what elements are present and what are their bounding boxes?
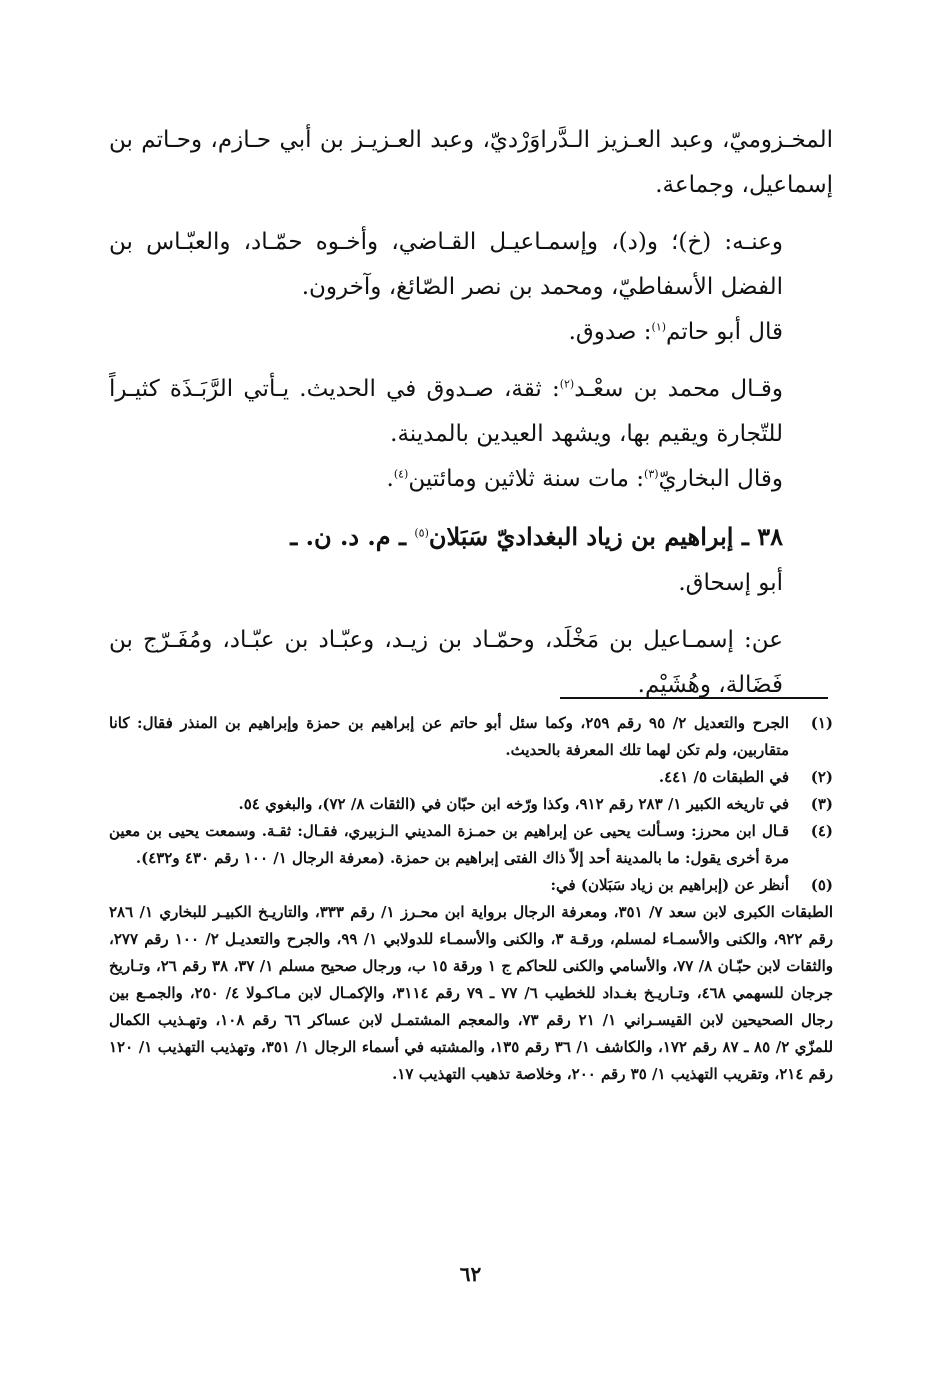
ibn-saad-label: وقـال محمد بن سعْـد — [574, 376, 783, 402]
footnote-text: الجرح والتعديل ٢/ ٩٥ رقم ٢٥٩، وكما سئل أبو حاتم عن إبراهيم بن حمزة وإبراهيم بن المنذر فقال: كانا متقاربين، ولم تكن لهما تلك المعرفة بالحديث. — [109, 714, 790, 759]
abu-hatim-verdict: : صدوق. — [568, 319, 652, 345]
footnote-ref-5[interactable]: (٥) — [414, 526, 429, 540]
bukhari-death-date: : مات سنة ثلاثين ومائتين — [408, 466, 645, 492]
paragraph-entry-teachers: عن: إسمـاعيل بن مَخْلَد، وحمّـاد بن زيـد، وعبّـاد بن عبّـاد، ومُفَـرّج بن فَضَالة، وهُشَيْم. — [109, 627, 783, 698]
footnote-divider — [560, 697, 828, 699]
footnote-number: (١) — [810, 714, 833, 732]
abu-hatim-label: قال أبو حاتم — [666, 319, 783, 345]
footnote-text: في تاريخه الكبير ١/ ٢٨٣ رقم ٩١٢، وكذا ورّخه ابن حبّان في (الثقات ٨/ ٧٢)، والبغوي ٥٤. — [238, 795, 789, 813]
footnote-ref-2[interactable]: (٢) — [559, 377, 575, 391]
entry-symbols: ـ م. د. ن. ـ — [290, 522, 415, 551]
paragraph-students: وعنـه: (خ)؛ و(د)، وإسمـاعيـل القـاضي، وأخـوه حمّـاد، والعبّـاس بن الفضل الأسفاطيّ، ومحمد بن نصر الصّائغ، وآخرون. — [109, 229, 783, 300]
footnote-number: (٣) — [810, 795, 833, 813]
bukhari-label: وقال البخاريّ — [658, 466, 783, 492]
footnote-2 — [109, 764, 833, 791]
main-text — [109, 118, 833, 708]
paragraph-bukhari — [109, 457, 833, 502]
footnote-number: (٢) — [810, 768, 833, 786]
ibn-saad-verdict: : ثقة، صـدوق في الحديث. يـأتي الرَّبَـذَة كثيـراً للتّجارة ويقيم بها، ويشهد العيدين بالمدينة. — [109, 376, 783, 447]
footnote-5-sources: الطبقات الكبرى لابن سعد ٧/ ٣٥١، ومعرفة الرجال برواية ابن محـرز ١/ رقم ٣٣٣، والتاريـخ الكبيـر للبخاري ١/ ٢٨٦ رقم ٩٢٢، والكنى والأسمـاء لمسلم، ورقـة ٣، والكنى والأسمـاء للدولابي ١/ ٩٩، والجرح والتعديـل ٢/ ١٠٠ رقم ٢٧٧، والثقات لابن حبّـان ٨/ ٧٧، والأسامي والكنى للحاكم ج ١ ورقة ١٥ ب، ورجال صحيح مسلم ١/ ٣٧، ٣٨ رقم ٢٦، وتـاريخ جرجان للسهمي ٤٦٨، وتـاريـخ بغـداد للخطيب ٦/ ٧٧ ـ ٧٩ رقم ٣١١٤، والإكمـال لابن مـاكـولا ٤/ ٢٥٠، والجمـع بين رجال الصحيحين لابن القيسـراني ١/ ٢١ رقم ٧٣، والمعجم المشتمـل لابن عساكر ٦٦ رقم ١٠٨، وتهـذيب الكمال للمزّي ٢/ ٨٥ ـ ٨٧ رقم ١٧٢، والكاشف ١/ ٣٦ رقم ١٣٥، والمشتبه في أسماء الرجال ١/ ٣٥١، وتهذيب التهذيب ١/ ١٢٠ رقم ٢١٤، وتقريب التهذيب ١/ ٣٥ رقم ٢٠٠، وخلاصة تذهيب التهذيب ١٧. — [109, 903, 834, 1083]
footnote-text: في الطبقات ٥/ ٤٤١. — [658, 768, 789, 786]
bukhari-end: . — [386, 466, 394, 492]
paragraph-ibn-saad — [109, 367, 833, 457]
entry-title: ٣٨ ـ إبراهيم بن زياد البغداديّ سَبَلان — [428, 522, 783, 551]
footnote-text: أنظر عن (إبراهيم بن زياد سَبَلان) في: — [550, 876, 789, 894]
footnote-number: (٥) — [810, 876, 833, 894]
footnote-text: قـال ابن محرز: وسـألت يحيى عن إبراهيم بن حمـزة المديني الـزبيري، فقـال: ثقـة. وسمعت يحيى بن معين مرة أخرى يقول: ما بالمدينة أحد إلاّ ذاك الفتى إبراهيم بن حمزة. (معرفة الرجال ١/ ١٠٠ رقم ٤٣٠ و٤٣٢). — [109, 822, 789, 867]
footnotes-section — [109, 710, 833, 1088]
footnote-ref-3[interactable]: (٣) — [644, 467, 659, 481]
footnote-3 — [109, 791, 833, 818]
entry-heading — [109, 514, 833, 561]
footnote-number: (٤) — [810, 822, 833, 840]
footnote-1 — [109, 710, 833, 764]
footnote-ref-1[interactable]: (١) — [651, 320, 667, 334]
footnote-4 — [109, 818, 833, 872]
paragraph-teachers-continued: المخـزوميّ، وعبد العـزيز الـدَّراوَرْديّ، وعبد العـزيـز بن أبي حـازم، وحـاتم بن إسماعيل، وجماعة. — [109, 127, 833, 198]
footnote-5 — [109, 872, 833, 899]
paragraph-abu-hatim — [109, 310, 833, 355]
page-number: ٦٢ — [459, 1262, 482, 1286]
entry-kunya: أبو إسحاق. — [678, 570, 783, 596]
footnote-ref-4[interactable]: (٤) — [393, 467, 409, 481]
